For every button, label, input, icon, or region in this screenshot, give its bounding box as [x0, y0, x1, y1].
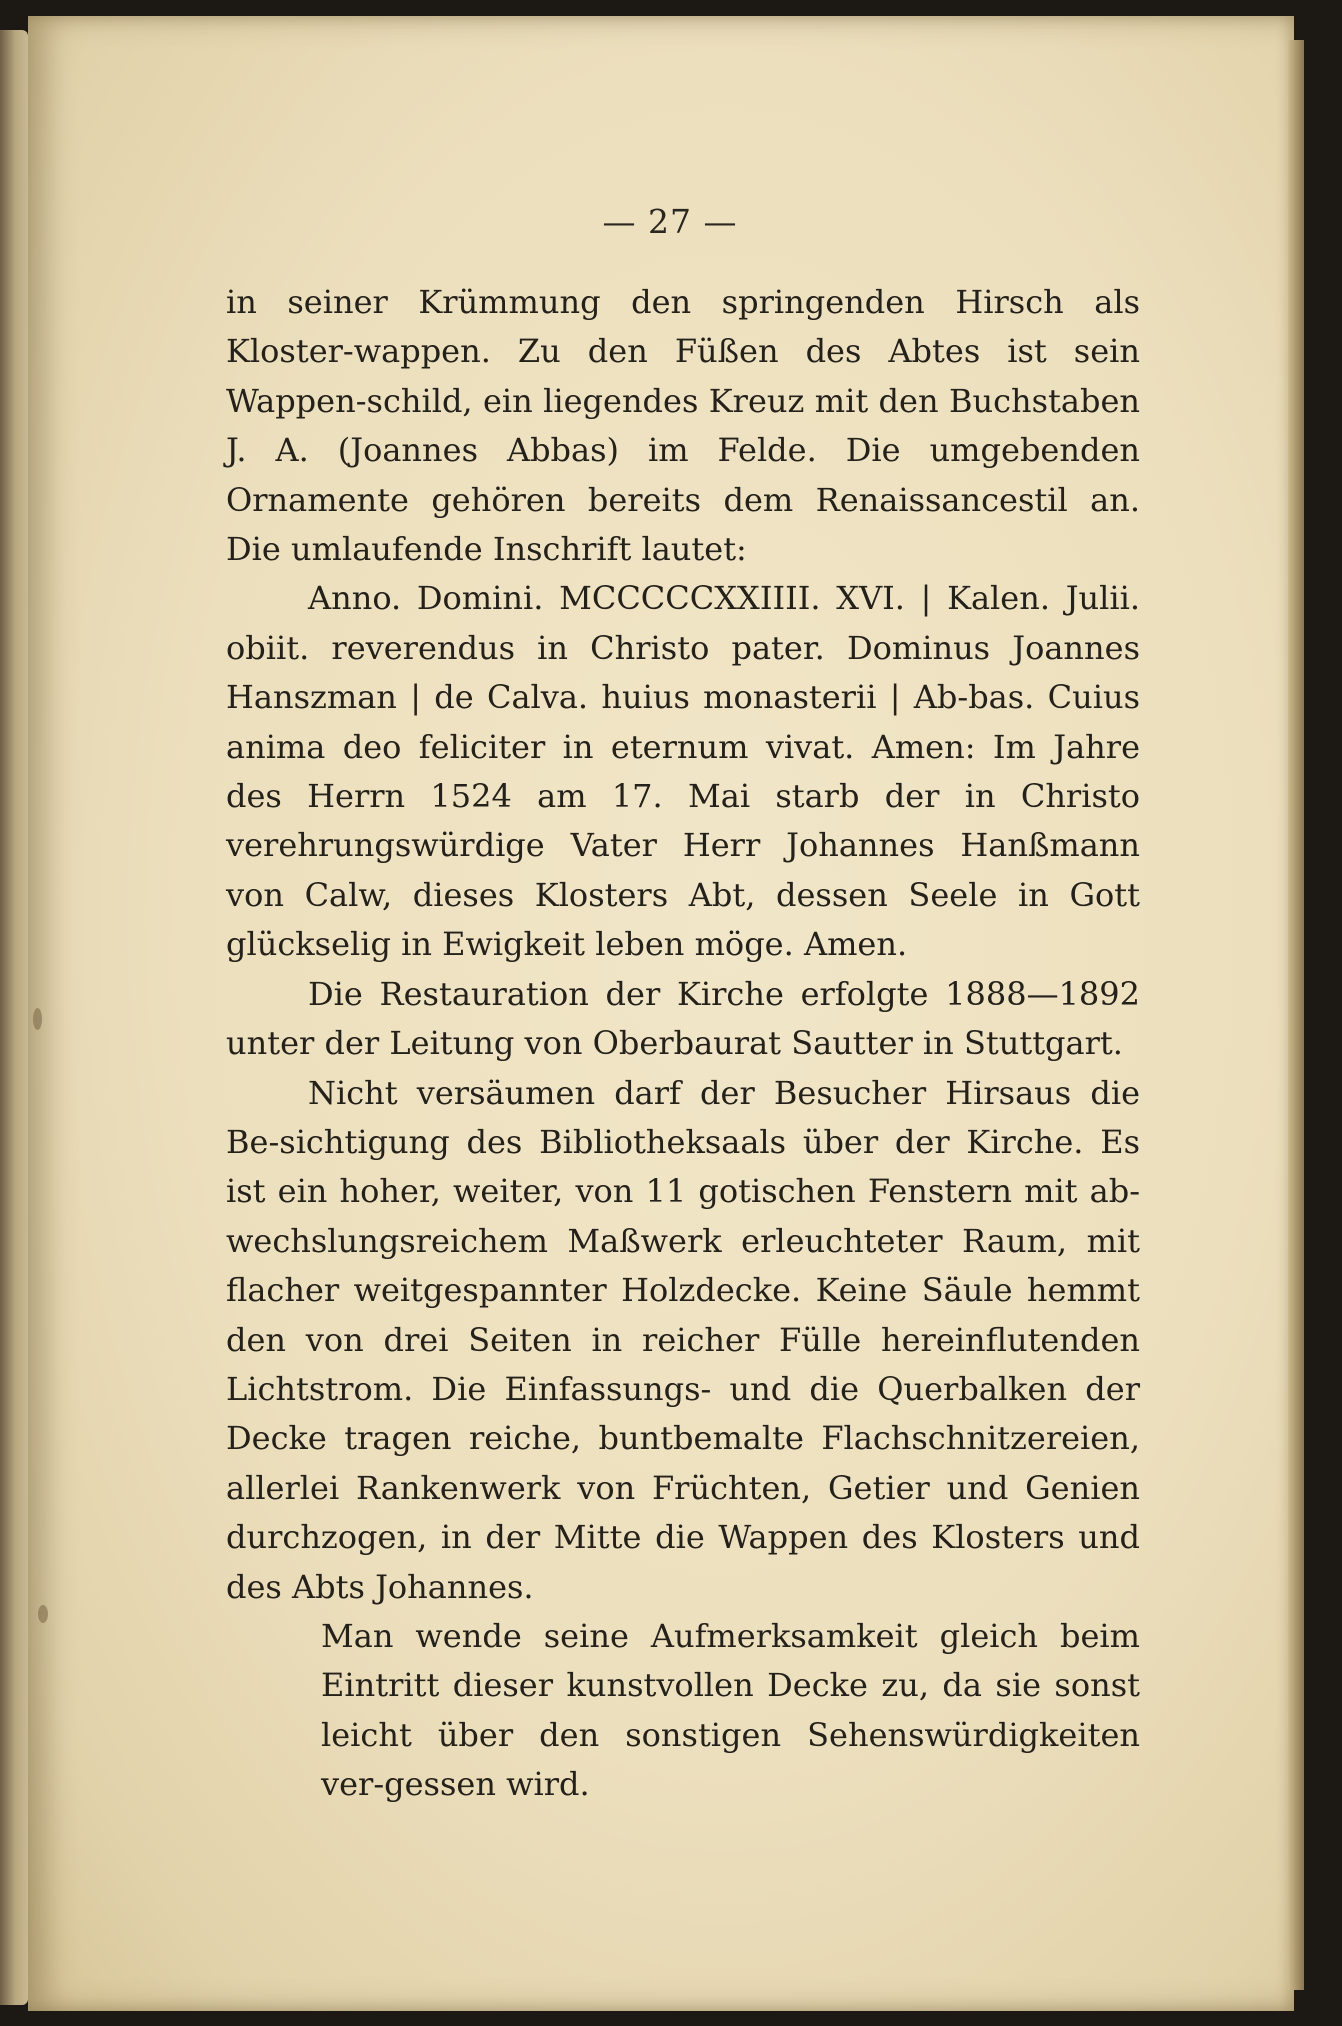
previous-page-edge	[0, 30, 28, 2005]
paragraph: in seiner Krümmung den springenden Hirsch als Kloster-wappen. Zu den Füßen des Abtes ist sein Wappen-schild, ein liegendes Kreuz mit den Buchstaben J. A. (Joannes Abbas) im Felde. Die umgebenden Ornamente gehören bereits dem Renaissancestil an. Die umlaufende Inschrift lautet:	[226, 283, 1140, 569]
inscription-paragraph: Anno. Domini. MCCCCCXXIIII. XVI. | Kalen. Julii. obiit. reverendus in Christo pater. Dominus Joannes Hanszman | de Calva. huius monasterii | Ab-bas. Cuius anima deo feliciter in eternum vivat. Amen: Im Jahre des Herrn 1524 am 17. Mai starb der in Christo verehrungswürdige Vater Herr Johannes Hanßmann von Calw, dieses Klosters Abt, dessen Seele in Gott glückselig in Ewigkeit leben möge. Amen.	[226, 579, 1140, 964]
paragraph: Man wende seine Aufmerksamkeit gleich beim Eintritt dieser kunstvollen Decke zu, da sie sonst leicht über den sonstigen Sehenswürdigkeiten ver-gessen wird.	[321, 1616, 1140, 1804]
page-stain	[38, 1605, 48, 1623]
paragraph: Nicht versäumen darf der Besucher Hirsaus die Be-sichtigung des Bibliotheksaals über der Kirche. Es ist ein hoher, weiter, von 11 gotischen Fenstern mit ab-wechslungsreichem Maßwerk erleuchteter Raum, mit flacher weitgespannter Holzdecke. Keine Säule hemmt den von drei Seiten in reicher Fülle hereinflutenden Lichtstrom. Die Einfassungs- und die Querbalken der Decke tragen reiche, buntbemalte Flachschnitzereien, allerlei Rankenwerk von Früchten, Getier und Genien durchzogen, in der Mitte die Wappen des Klosters und des Abts Johannes.	[226, 1073, 1140, 1606]
page-edge	[1288, 40, 1304, 1990]
page-stain	[33, 1008, 42, 1030]
page-number: — 27 —	[602, 202, 738, 241]
paragraph: Die Restauration der Kirche erfolgte 1888—1892 unter der Leitung von Oberbaurat Sautter in Stuttgart.	[226, 974, 1140, 1063]
body-text	[226, 278, 1140, 1810]
